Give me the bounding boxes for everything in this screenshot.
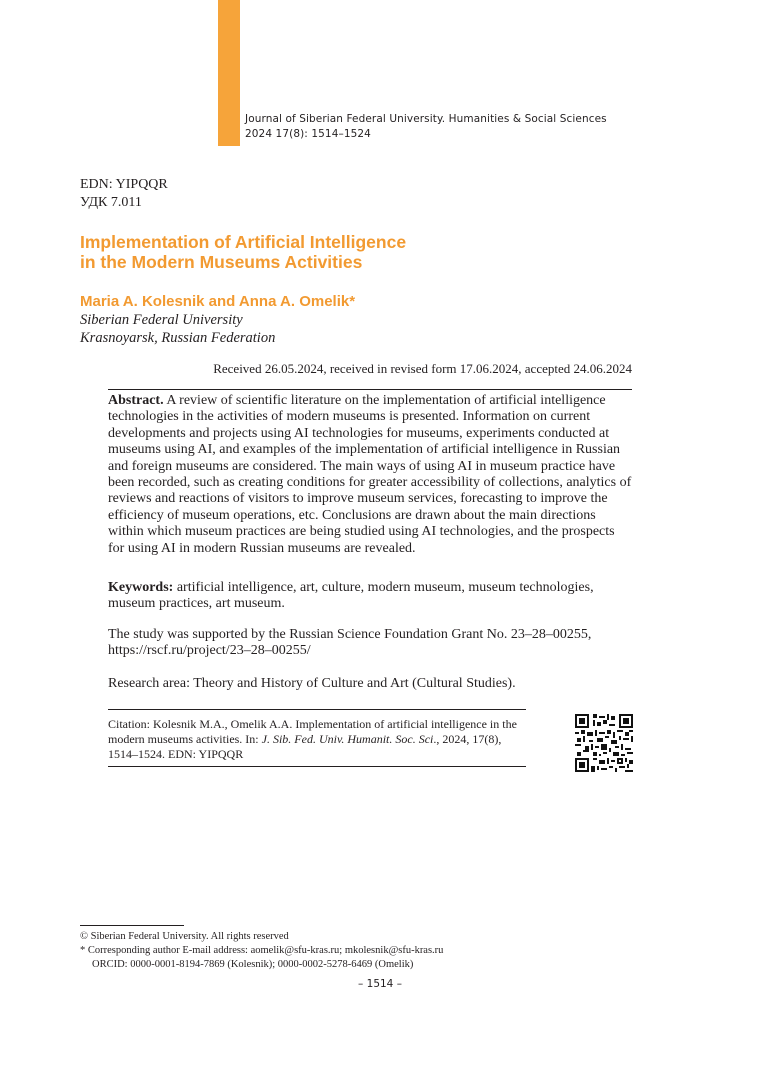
abstract-label: Abstract. <box>108 393 164 408</box>
page-number: – 1514 – <box>358 978 402 990</box>
citation <box>108 717 526 762</box>
journal-name: Journal of Siberian Federal University. Humanities & Social Sciences <box>245 113 607 125</box>
edn-code: EDN: YIPQQR <box>80 177 168 192</box>
abstract-top-rule <box>108 389 632 390</box>
journal-issue: 2024 17(8): 1514–1524 <box>245 128 371 140</box>
keywords-label: Keywords: <box>108 580 174 595</box>
orcid-note: ORCID: 0000-0001-8194-7869 (Kolesnik); 0000-0002-5278-6469 (Omelik) <box>92 959 414 970</box>
footnotes <box>80 930 443 972</box>
journal-accent-bar <box>218 0 240 146</box>
authors: Maria A. Kolesnik and Anna A. Omelik* <box>80 293 356 310</box>
received-dates: Received 26.05.2024, received in revised form 17.06.2024, accepted 24.06.2024 <box>213 361 632 376</box>
copyright-note: © Siberian Federal University. All rights reserved <box>80 931 289 942</box>
grant-link[interactable]: https://rscf.ru/project/23–28–00255/ <box>108 643 311 659</box>
citation-journal: J. Sib. Fed. Univ. Humanit. Soc. Sci <box>261 732 434 746</box>
keywords-text: artificial intelligence, art, culture, modern museum, museum technologies, museum practices, art museum. <box>108 580 594 612</box>
affiliation-university: Siberian Federal University <box>80 312 243 328</box>
citation-prefix: Citation: Kolesnik M.A., Omelik A.A. Implementation of artificial intelligence in the modern museums activities. In: <box>108 717 517 746</box>
article-title <box>80 232 500 272</box>
affiliation-location: Krasnoyarsk, Russian Federation <box>80 330 276 346</box>
corresponding-author-note: * Corresponding author E-mail address: aomelik@sfu-kras.ru; mkolesnik@sfu-kras.ru <box>80 945 444 956</box>
citation-top-rule <box>108 709 526 710</box>
abstract-text: A review of scientific literature on the implementation of artificial intelligence technologies in the activities of modern museums is presented. Information on current developments and projects using AI technologies for museums, experiments conducted at museums using AI, and examples of the implementation of artificial intelligence in Russian and foreign museums are considered. The main ways of using AI in museum practice have been recorded, such as creating conditions for greater accessibility of collections, analytics of reviews and reactions of visitors to improve museum services, forecasting to improve the efficiency of museum operations, etc. Conclusions are drawn about the main directions within which museum practices are being studied using AI technologies, and the prospects for using AI in modern Russian museums are revealed. <box>108 393 632 556</box>
grant-note <box>108 627 632 660</box>
title-line-2: in the Modern Museums Activities <box>80 252 363 272</box>
citation-suffix: ., 2024, 17(8), 1514–1524. EDN: YIPQQR <box>108 732 502 761</box>
journal-header <box>245 112 607 142</box>
keywords <box>108 580 632 613</box>
udk-code: УДК 7.011 <box>80 195 142 210</box>
grant-line: The study was supported by the Russian Science Foundation Grant No. 23–28–00255, <box>108 627 592 642</box>
research-area: Research area: Theory and History of Culture and Art (Cultural Studies). <box>108 676 516 691</box>
citation-bottom-rule <box>108 766 526 767</box>
qr-code-icon[interactable] <box>575 714 633 772</box>
affiliation <box>80 311 275 347</box>
footnote-rule <box>80 925 184 926</box>
identifiers <box>80 176 168 212</box>
title-line-1: Implementation of Artificial Intelligence <box>80 232 407 252</box>
abstract <box>108 393 632 557</box>
